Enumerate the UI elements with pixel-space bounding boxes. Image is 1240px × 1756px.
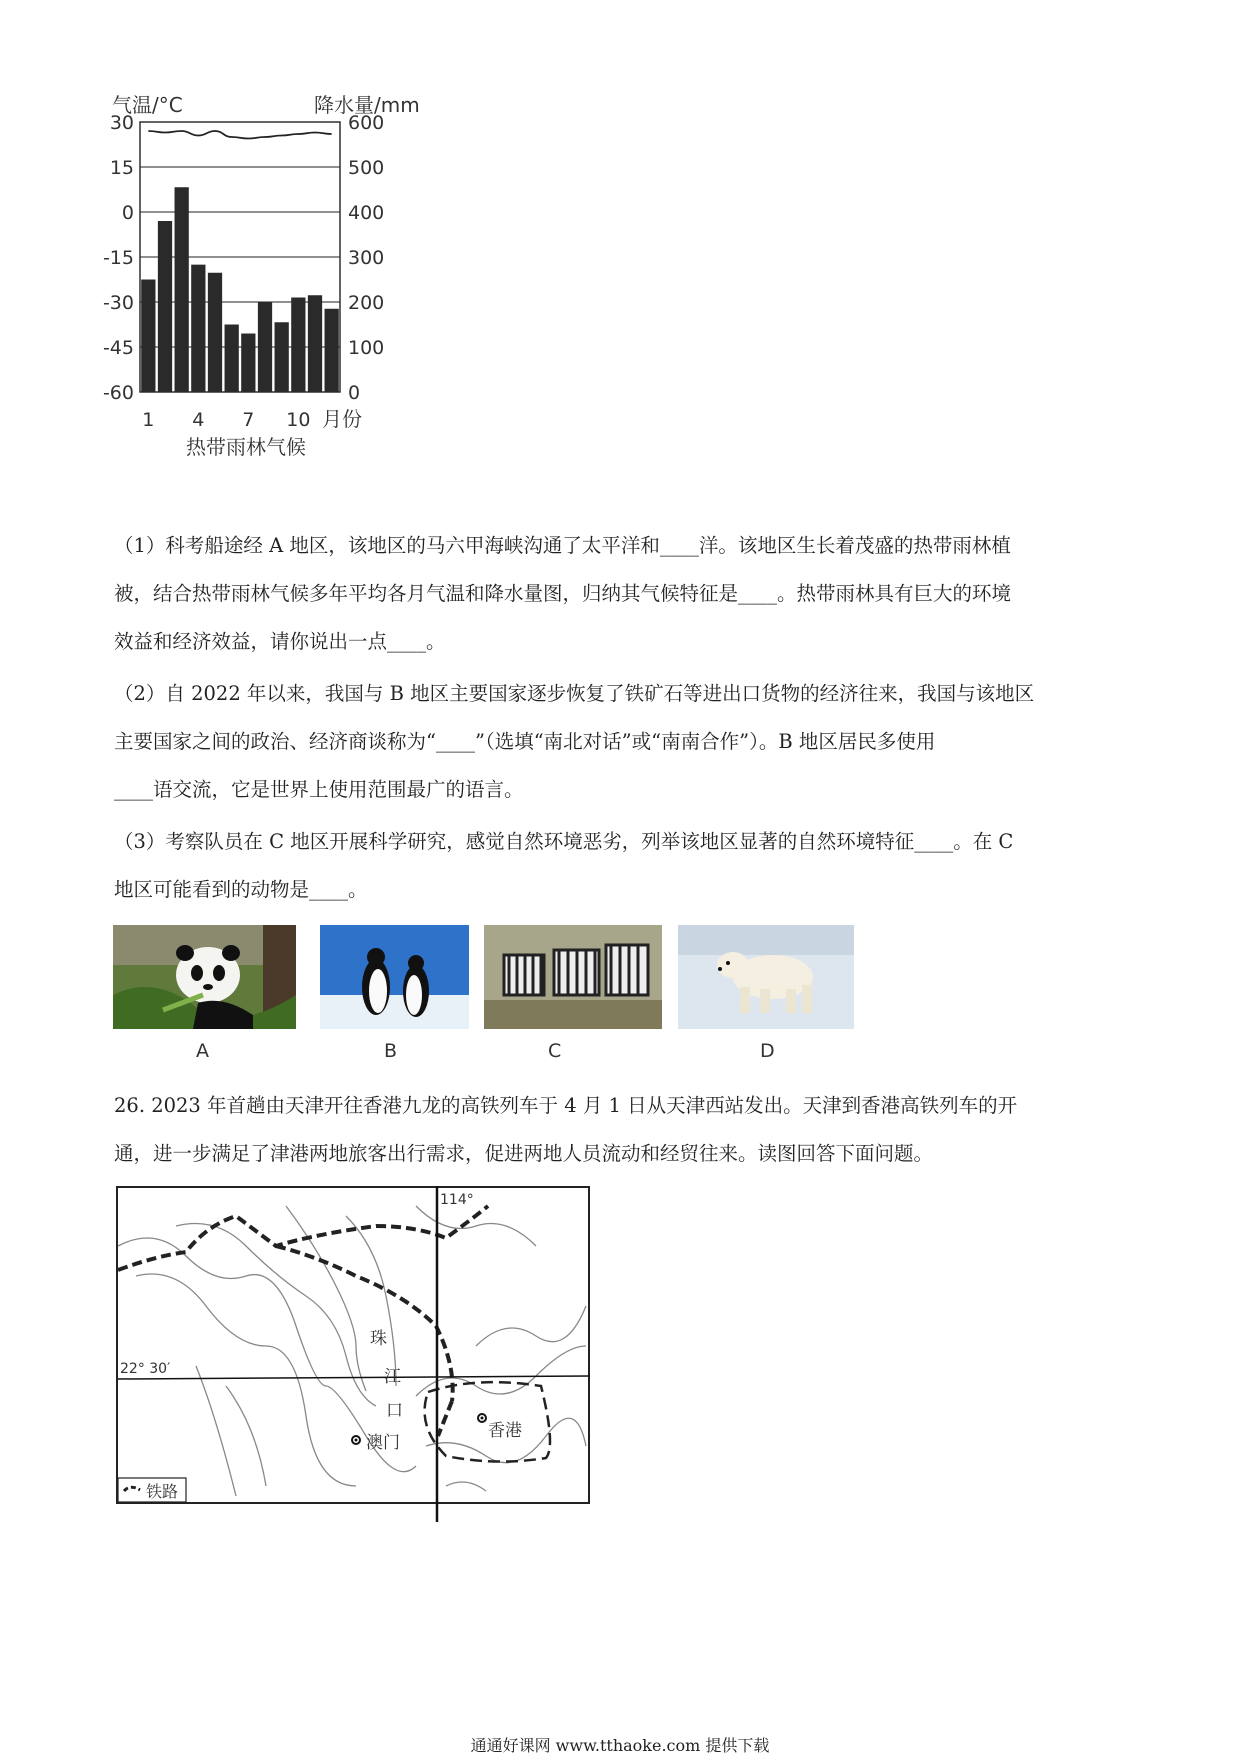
q26-line-2: 通，进一步满足了津港两地旅客出行需求，促进两地人员流动和经贸往来。读图回答下面问题。	[114, 1142, 934, 1165]
left-ticks	[103, 112, 134, 404]
precipitation-bar	[158, 221, 172, 392]
precipitation-bar	[225, 325, 239, 393]
chart-title: 热带雨林气候	[186, 435, 306, 459]
climate-chart	[100, 88, 480, 518]
q3-line-1: （3）考察队员在 C 地区开展科学研究，感觉自然环境恶劣，列举该地区显著的自然环境特征____。在 C	[114, 830, 1014, 853]
right-tick-label: 200	[348, 292, 385, 314]
left-tick-label: 15	[109, 157, 134, 179]
question-2	[114, 670, 1124, 814]
right-tick-label: 500	[348, 157, 385, 179]
precipitation-bar	[175, 187, 189, 392]
right-axis-label: 降水量/mm	[314, 93, 420, 117]
precipitation-bar	[208, 273, 222, 392]
latitude-label: 22° 30′	[120, 1361, 171, 1377]
x-tick-label: 1	[142, 409, 155, 431]
left-tick-label: 30	[109, 112, 134, 134]
precipitation-bar	[325, 309, 339, 392]
legend-railway-label: 铁路	[146, 1482, 179, 1501]
option-c-label: C	[548, 1040, 562, 1062]
q2-line-2: 主要国家之间的政治、经济商谈称为“____”（选填“南北对话”或“南南合作”）。B 地区居民多使用	[114, 730, 936, 753]
river-char-3: 口	[386, 1401, 403, 1421]
panda-photo	[113, 925, 296, 1029]
q1-line-3: 效益和经济效益，请你说出一点____。	[114, 630, 446, 653]
q2-line-1: （2）自 2022 年以来，我国与 B 地区主要国家逐步恢复了铁矿石等进出口货物的经济往来，我国与该地区	[114, 682, 1035, 705]
right-tick-label: 300	[348, 247, 385, 269]
left-tick-label: -15	[102, 247, 134, 269]
question-26	[114, 1082, 1124, 1178]
left-tick-label: -60	[102, 382, 134, 404]
right-tick-label: 600	[348, 112, 385, 134]
q3-line-2: 地区可能看到的动物是____。	[114, 878, 368, 901]
precipitation-bar	[141, 280, 155, 393]
left-tick-label: 0	[121, 202, 134, 224]
river-char-2: 江	[384, 1367, 401, 1387]
precipitation-bar	[191, 265, 205, 392]
precipitation-bar	[275, 322, 289, 392]
q2-line-3: ____语交流，它是世界上使用范围最广的语言。	[114, 778, 524, 801]
river-char-1: 珠	[370, 1329, 387, 1349]
zebras-photo	[484, 925, 662, 1029]
option-a-label: A	[196, 1040, 209, 1062]
right-tick-label: 0	[348, 382, 361, 404]
q1-line-1: （1）科考船途经 A 地区，该地区的马六甲海峡沟通了太平洋和____洋。该地区生长着茂盛的热带雨林植	[114, 534, 1011, 557]
option-b-label: B	[384, 1040, 398, 1062]
x-ticks	[142, 409, 310, 431]
pearl-river-map	[116, 1186, 592, 1522]
q1-line-2: 被，结合热带雨林气候多年平均各月气温和降水量图，归纳其气候特征是____。热带雨林具有巨大的环境	[114, 582, 1012, 605]
temperature-line	[148, 131, 331, 139]
precipitation-bars	[141, 187, 339, 392]
question-1	[114, 522, 1124, 666]
option-d-label: D	[760, 1040, 775, 1062]
hongkong-label: 香港	[488, 1421, 522, 1441]
precipitation-bar	[291, 298, 305, 393]
right-tick-label: 100	[348, 337, 385, 359]
question-3	[114, 818, 1124, 914]
precipitation-bar	[308, 295, 322, 392]
right-tick-label: 400	[348, 202, 385, 224]
q26-line-1: 26. 2023 年首趟由天津开往香港九龙的高铁列车于 4 月 1 日从天津西站发出。天津到香港高铁列车的开	[114, 1094, 1018, 1117]
page-footer: 通通好课网 www.tthaoke.com 提供下载	[470, 1736, 770, 1755]
left-axis-label: 气温/°C	[112, 93, 183, 117]
precipitation-bar	[241, 334, 255, 393]
x-axis-unit: 月份	[322, 407, 362, 431]
x-tick-label: 7	[242, 409, 255, 431]
left-tick-label: -30	[102, 292, 134, 314]
polar-bear-photo	[678, 925, 854, 1029]
right-ticks	[348, 112, 384, 404]
x-tick-label: 4	[192, 409, 205, 431]
x-tick-label: 10	[286, 409, 311, 431]
left-tick-label: -45	[102, 337, 134, 359]
precipitation-bar	[258, 302, 272, 392]
longitude-label: 114°	[440, 1192, 474, 1208]
macau-label: 澳门	[366, 1433, 400, 1453]
penguins-photo	[320, 925, 469, 1029]
